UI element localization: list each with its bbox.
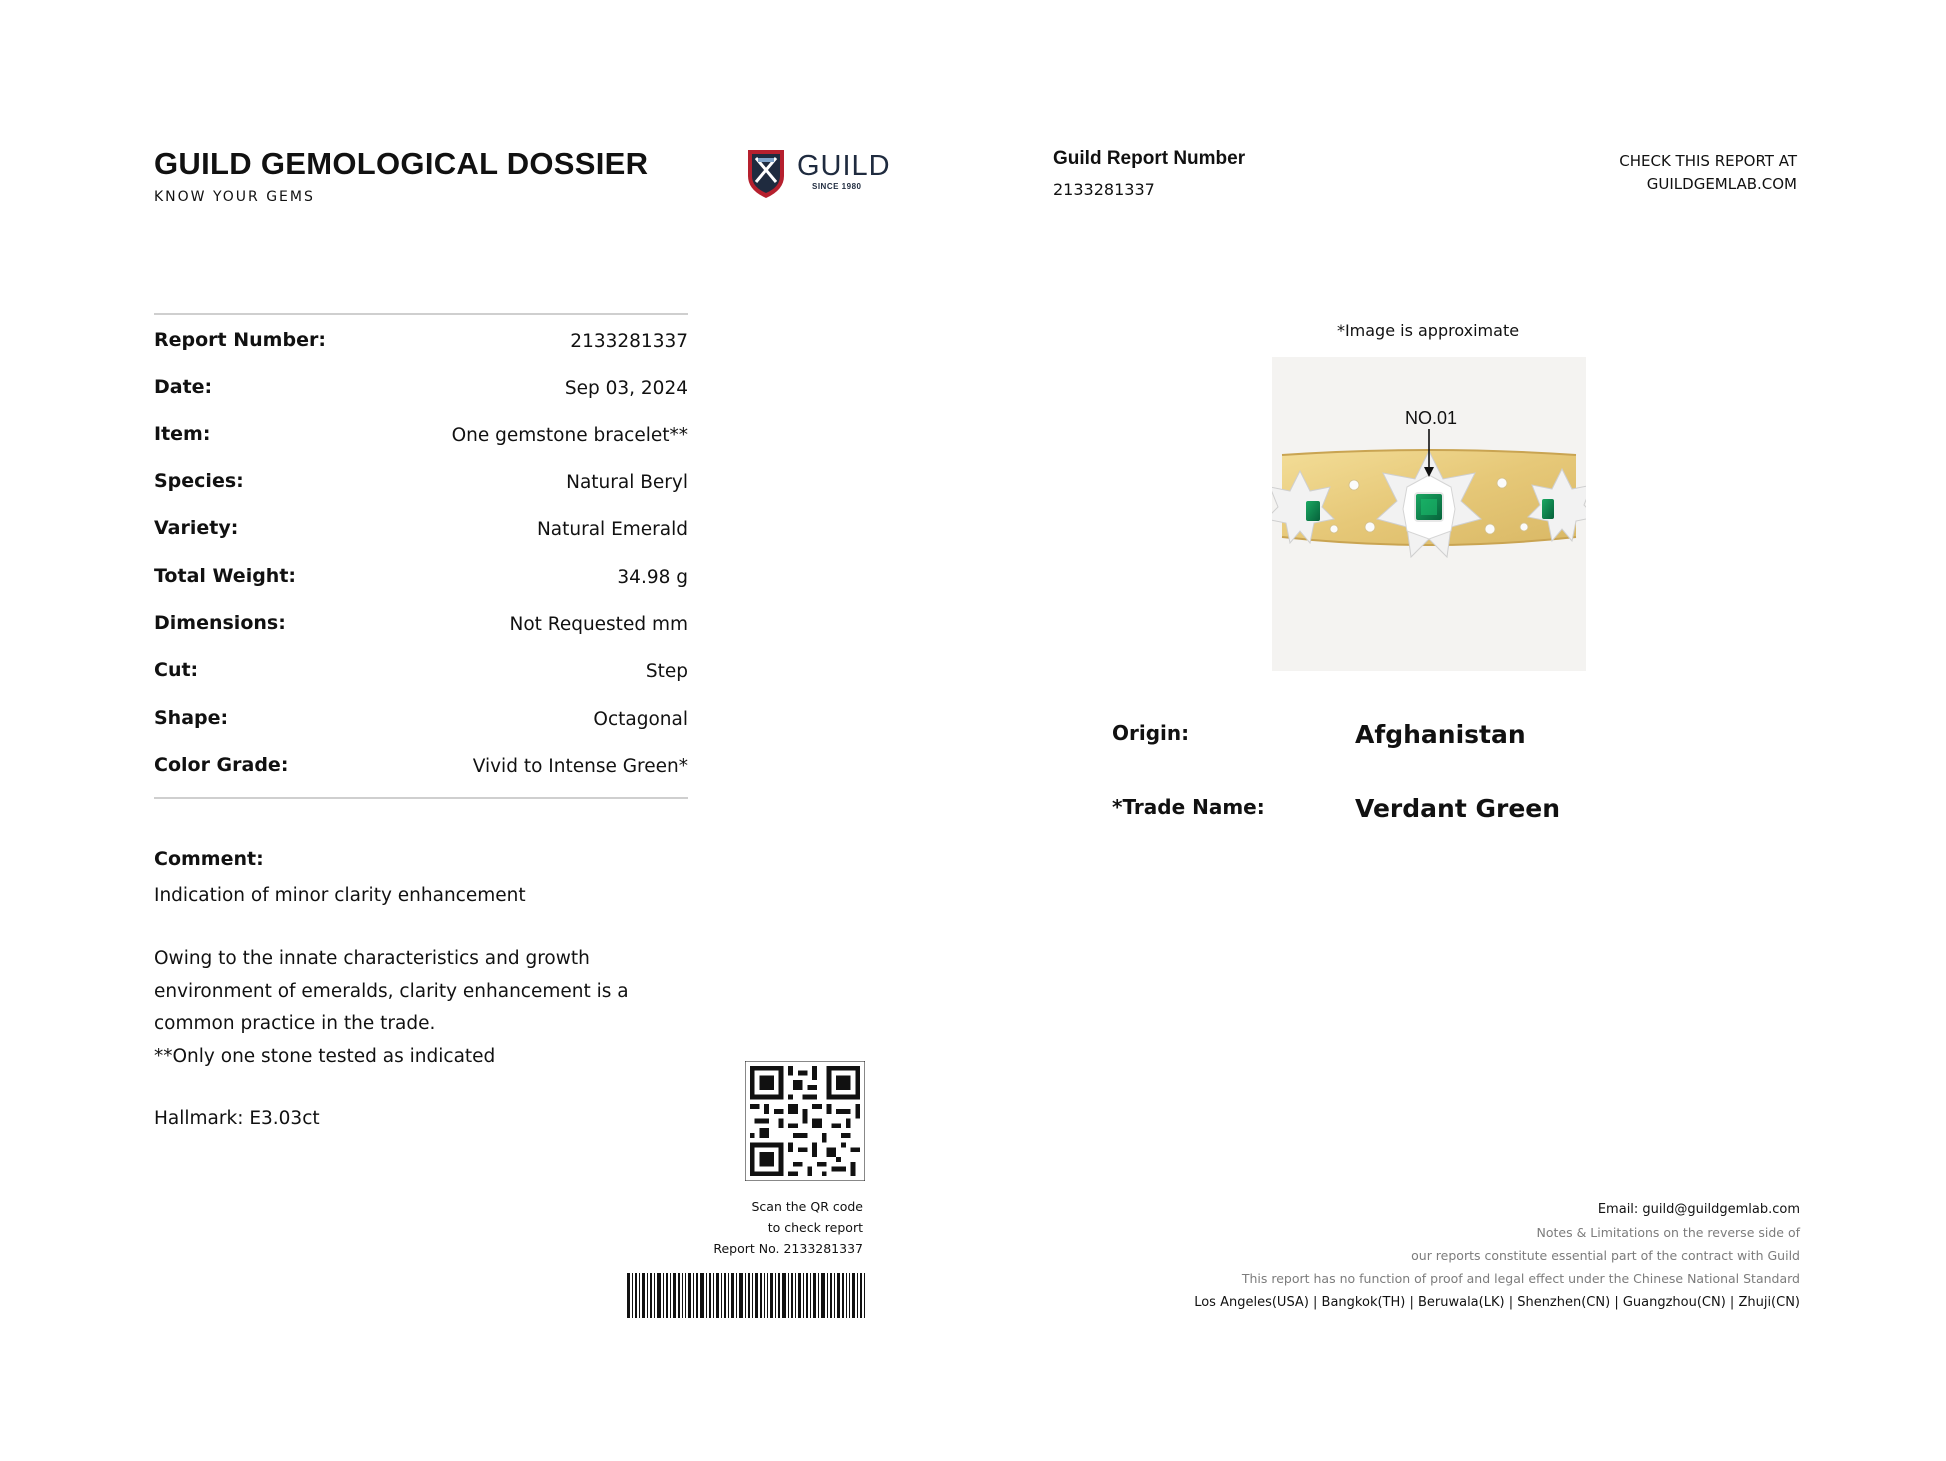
qr-caption-line-1: Scan the QR code — [751, 1199, 863, 1214]
details-top-rule — [154, 313, 688, 315]
image-approximate-note: *Image is approximate — [1336, 321, 1520, 340]
guild-report-number-value: 2133281337 — [1053, 180, 1155, 199]
hallmark-text: Hallmark: E3.03ct — [154, 1108, 320, 1129]
details-value: Not Requested mm — [509, 614, 688, 635]
comment-paragraph-line: **Only one stone tested as indicated — [154, 1046, 496, 1067]
details-value: Natural Emerald — [536, 519, 688, 540]
details-label: Date: — [154, 376, 213, 398]
details-value: Step — [645, 661, 688, 682]
stone-label: NO.01 — [1405, 408, 1458, 428]
details-value: Natural Beryl — [566, 472, 688, 493]
details-label: Cut: — [154, 659, 199, 681]
footer-contract: our reports constitute essential part of the contract with Guild — [1411, 1248, 1800, 1263]
guild-shield-logo — [744, 146, 788, 200]
details-row-dimensions — [154, 612, 688, 640]
check-report-url[interactable]: GUILDGEMLAB.COM — [1646, 175, 1797, 193]
guild-logo-since: SINCE 1980 — [812, 182, 862, 191]
qr-code[interactable] — [745, 1061, 865, 1181]
details-row-item — [154, 423, 688, 451]
details-row-cut — [154, 659, 688, 687]
details-row-report-number — [154, 329, 688, 357]
details-row-color-grade — [154, 754, 688, 782]
details-label: Dimensions: — [154, 612, 286, 634]
details-label: Shape: — [154, 707, 229, 729]
details-row-date — [154, 376, 688, 404]
details-value: Sep 03, 2024 — [564, 378, 688, 399]
qr-caption-line-2: to check report — [767, 1220, 863, 1235]
details-value: One gemstone bracelet** — [451, 425, 688, 446]
details-value: 2133281337 — [570, 331, 688, 352]
origin-value: Afghanistan — [1355, 720, 1526, 749]
comment-paragraph-line: common practice in the trade. — [154, 1013, 436, 1034]
bracelet-photo — [1272, 357, 1586, 671]
trade-name-value: Verdant Green — [1355, 794, 1561, 823]
barcode — [627, 1273, 865, 1318]
details-value: Vivid to Intense Green* — [472, 756, 688, 777]
footer-disclaimer: This report has no function of proof and legal effect under the Chinese National Standard — [1241, 1271, 1800, 1286]
details-row-total-weight — [154, 565, 688, 593]
details-bottom-rule — [154, 797, 688, 799]
footer-locations: Los Angeles(USA) | Bangkok(TH) | Beruwala(LK) | Shenzhen(CN) | Guangzhou(CN) | Zhuji(CN) — [1194, 1295, 1800, 1310]
comment-paragraph-line: environment of emeralds, clarity enhancement is a — [154, 981, 629, 1002]
comment-paragraph-line: Owing to the innate characteristics and growth — [154, 948, 590, 969]
qr-caption-report-number: Report No. 2133281337 — [713, 1241, 863, 1256]
document-title: GUILD GEMOLOGICAL DOSSIER — [154, 146, 649, 181]
check-report-line-1: CHECK THIS REPORT AT — [1619, 152, 1797, 170]
origin-label: Origin: — [1112, 721, 1190, 745]
details-row-shape — [154, 707, 688, 735]
guild-logo-wordmark: GUILD — [797, 150, 891, 182]
details-row-species — [154, 470, 688, 498]
details-label: Report Number: — [154, 329, 326, 351]
footer-notes: Notes & Limitations on the reverse side of — [1536, 1225, 1800, 1240]
details-row-variety — [154, 517, 688, 545]
trade-name-label: *Trade Name: — [1112, 795, 1265, 819]
footer-email[interactable]: Email: guild@guildgemlab.com — [1597, 1202, 1800, 1217]
details-value: 34.98 g — [617, 567, 688, 588]
details-value: Octagonal — [593, 709, 688, 730]
document-tagline: KNOW YOUR GEMS — [154, 189, 315, 205]
details-label: Item: — [154, 423, 211, 445]
details-label: Species: — [154, 470, 244, 492]
details-label: Total Weight: — [154, 565, 297, 587]
guild-report-number-label: Guild Report Number — [1053, 148, 1246, 169]
comment-heading: Comment: — [154, 848, 264, 870]
details-label: Color Grade: — [154, 754, 289, 776]
comment-text: Indication of minor clarity enhancement — [154, 885, 526, 906]
details-label: Variety: — [154, 517, 239, 539]
